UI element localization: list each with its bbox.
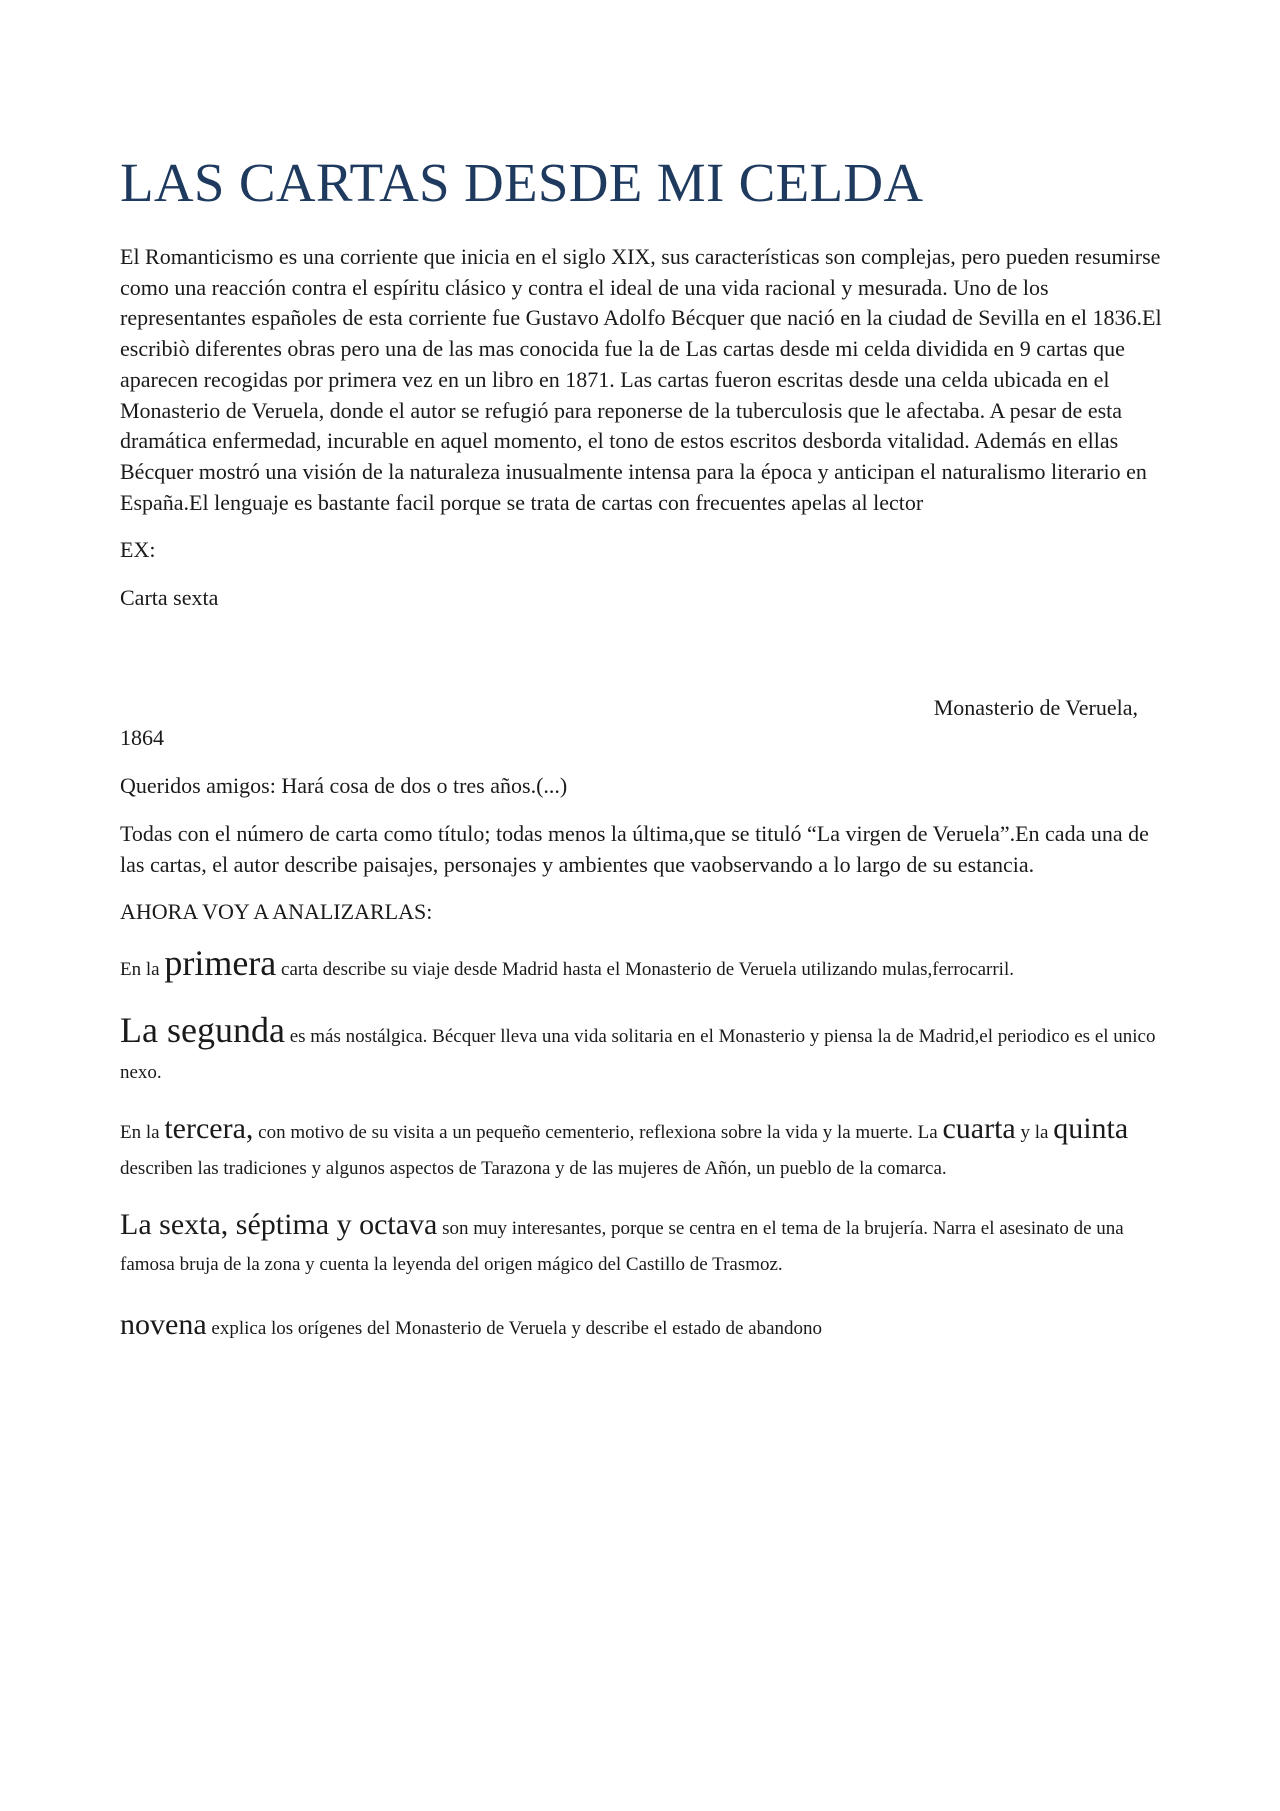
intro-paragraph: El Romanticismo es una corriente que inicia en el siglo XIX, sus características son complejas, pero pueden resumirse como una reacción contra el espíritu clásico y contra el ideal de una vida racional y mesurada. Uno de los representantes españoles de esta corriente fue Gustavo Adolfo Bécquer que nació en la ciudad de Sevilla en el 1836.El escribiò diferentes obras pero una de las mas conocida fue la de Las cartas desde mi celda dividida en 9 cartas que aparecen recogidas por primera vez en un libro en 1871. Las cartas fueron escritas desde una celda ubicada en el Monasterio de Veruela, donde el autor se refugió para reponerse de la tuberculosis que le afectaba. A pesar de esta dramática enfermedad, incurable en aquel momento, el tono de estos escritos desborda vitalidad. Además en ellas Bécquer mostró una visión de la naturaleza inusualmente intensa para la época y anticipan el naturalismo literario en España.El lenguaje es bastante facil porque se trata de cartas con frecuentes apelas al lector [120, 244, 1162, 515]
third-pre: En la [120, 1121, 165, 1143]
fourth-text: son muy interesantes, porque se centra en el tema de la brujería. Narra el asesinato de una famosa bruja de la zona y cuenta la leyenda del origen mágico del Castillo de Trasmoz. [120, 1217, 1124, 1275]
second-text: es más nostálgica. Bécquer lleva una vida solitaria en el Monasterio y piensa la de Madrid,el periodico es el unico nexo. [120, 1025, 1156, 1083]
first-pre: En la [120, 958, 165, 980]
ninth-keyword: novena [120, 1307, 207, 1341]
example-label: EX: [120, 537, 156, 563]
fourth-letter-keyword: cuarta [942, 1111, 1016, 1145]
letter-year: 1864 [120, 725, 164, 751]
third-mid: y la [1015, 1121, 1054, 1143]
analysis-heading: AHORA VOY A ANALIZARLAS: [120, 899, 433, 925]
letter-opening: Queridos amigos: Hará cosa de dos o tres años.(...) [120, 773, 568, 799]
letter-place: Monasterio de Veruela, [933, 694, 1138, 720]
first-keyword: primera [164, 942, 277, 983]
document-page [120, 150, 1162, 1364]
analysis-first [120, 942, 1162, 988]
third-text-2: describen las tradiciones y algunos aspectos de Tarazona y de las mujeres de Añón, un pueblo de la comarca. [120, 1157, 947, 1179]
sixth-seventh-eighth-keyword: La sexta, séptima y octava [120, 1207, 438, 1241]
third-text: con motivo de su visita a un pequeño cementerio, reflexiona sobre la vida y la muerte. La [253, 1121, 943, 1143]
fifth-letter-keyword: quinta [1053, 1111, 1129, 1145]
third-keyword: tercera, [164, 1111, 254, 1145]
analysis-third [120, 1111, 1162, 1187]
first-text: carta describe su viaje desde Madrid hasta el Monasterio de Veruela utilizando mulas,ferrocarril. [276, 958, 1014, 980]
blank-space [120, 631, 1162, 693]
fifth-text: explica los orígenes del Monasterio de Veruela y describe el estado de abandono [206, 1317, 822, 1339]
analysis-fifth [120, 1307, 1162, 1347]
letter-heading: Carta sexta [120, 585, 219, 611]
analysis-fourth [120, 1207, 1162, 1283]
document-title: LAS CARTAS DESDE MI CELDA [120, 152, 924, 213]
second-keyword: La segunda [120, 1009, 285, 1050]
titles-paragraph: Todas con el número de carta como título; todas menos la última,que se tituló “La virgen de Veruela”.En cada una de las cartas, el autor describe paisajes, personajes y ambientes que vaobservando a lo largo de su estancia. [120, 820, 1149, 877]
analysis-second [120, 1009, 1162, 1091]
